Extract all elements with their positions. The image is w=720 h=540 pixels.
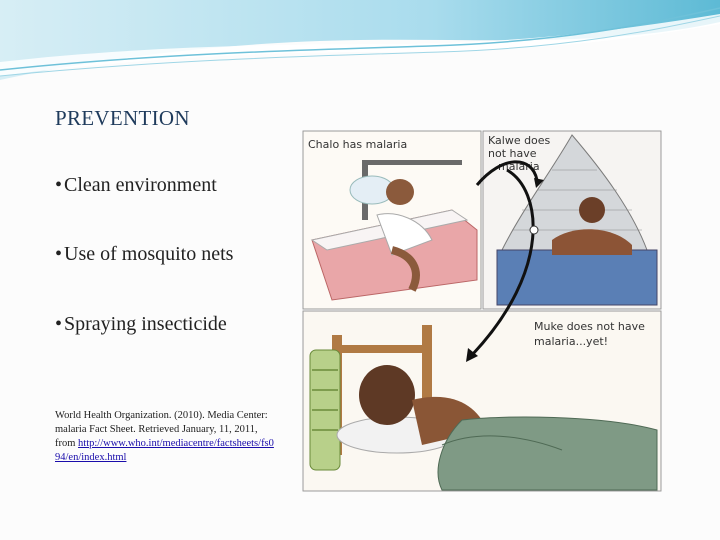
malaria-illustration: [302, 130, 662, 492]
citation: [55, 409, 275, 465]
bullet-spraying-insecticide: [55, 313, 227, 336]
header-wave-decoration: [0, 0, 720, 110]
bullet-mosquito-nets: [55, 243, 233, 266]
caption-kalwe-line3: malaria: [498, 160, 540, 173]
citation-text: World Health Organization. (2010). Media Center: malaria Fact Sheet. Retrieved January, 11, 2011, from: [55, 410, 268, 449]
bullet-marker: •: [55, 243, 63, 265]
caption-kalwe-line1: Kalwe does: [488, 134, 551, 147]
caption-muke-line2: malaria...yet!: [534, 335, 609, 348]
caption-chalo: Chalo has malaria: [308, 138, 408, 151]
bullet-marker: •: [55, 174, 63, 196]
caption-kalwe-line2: not have: [488, 147, 537, 160]
bullet-text: Use of mosquito nets: [64, 243, 234, 265]
bullet-text: Spraying insecticide: [64, 313, 227, 335]
slide-title: PREVENTION: [55, 106, 190, 130]
citation-link[interactable]: http://www.who.int/mediacentre/factsheets/fs094/en/index.html: [55, 438, 274, 463]
bullet-text: Clean environment: [64, 174, 217, 196]
caption-muke-line1: Muke does not have: [534, 320, 645, 333]
bullet-marker: •: [55, 313, 63, 335]
bullet-clean-environment: [55, 174, 217, 197]
